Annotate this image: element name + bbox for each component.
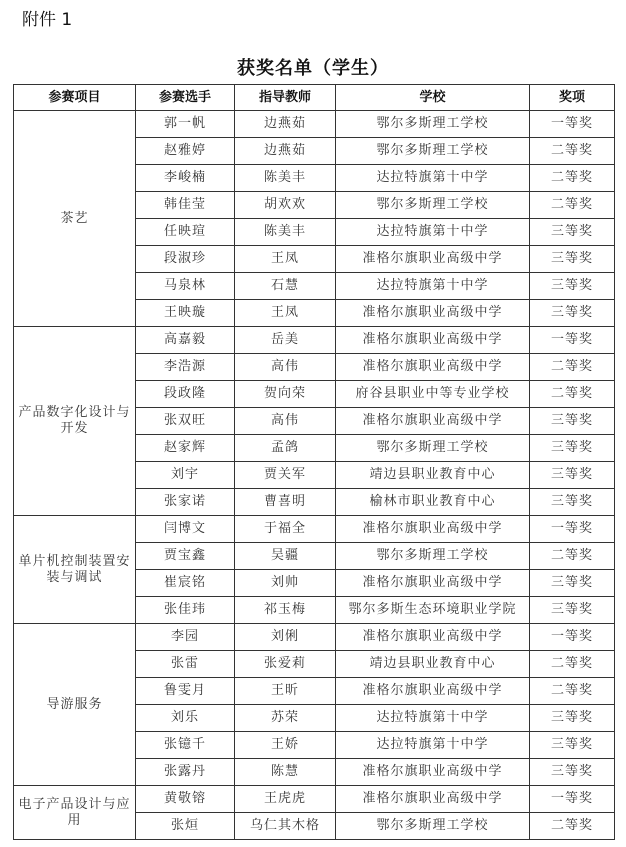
student-cell: 李浩源	[136, 354, 235, 381]
school-cell: 鄂尔多斯理工学校	[336, 543, 530, 570]
student-cell: 闫博文	[136, 516, 235, 543]
student-cell: 王映璇	[136, 300, 235, 327]
teacher-cell: 王凤	[235, 246, 336, 273]
award-cell: 二等奖	[530, 813, 615, 840]
awards-table-body	[14, 111, 615, 840]
project-cell: 导游服务	[14, 624, 136, 786]
school-cell: 准格尔旗职业高级中学	[336, 408, 530, 435]
teacher-cell: 边燕茹	[235, 138, 336, 165]
school-cell: 鄂尔多斯理工学校	[336, 111, 530, 138]
school-cell: 达拉特旗第十中学	[336, 273, 530, 300]
school-cell: 准格尔旗职业高级中学	[336, 624, 530, 651]
student-cell: 张佳玮	[136, 597, 235, 624]
teacher-cell: 王娇	[235, 732, 336, 759]
table-row	[14, 786, 615, 813]
table-row	[14, 111, 615, 138]
student-cell: 李峻楠	[136, 165, 235, 192]
teacher-cell: 石慧	[235, 273, 336, 300]
table-row	[14, 327, 615, 354]
award-cell: 三等奖	[530, 597, 615, 624]
teacher-cell: 曹喜明	[235, 489, 336, 516]
project-cell: 单片机控制装置安装与调试	[14, 516, 136, 624]
teacher-cell: 刘帅	[235, 570, 336, 597]
student-cell: 贾宝鑫	[136, 543, 235, 570]
award-cell: 二等奖	[530, 138, 615, 165]
award-cell: 一等奖	[530, 327, 615, 354]
teacher-cell: 乌仁其木格	[235, 813, 336, 840]
school-cell: 达拉特旗第十中学	[336, 165, 530, 192]
award-cell: 二等奖	[530, 543, 615, 570]
student-cell: 张镱千	[136, 732, 235, 759]
student-cell: 张家诺	[136, 489, 235, 516]
award-cell: 三等奖	[530, 462, 615, 489]
award-cell: 一等奖	[530, 786, 615, 813]
school-cell: 靖边县职业教育中心	[336, 651, 530, 678]
school-cell: 榆林市职业教育中心	[336, 489, 530, 516]
table-row	[14, 624, 615, 651]
teacher-cell: 胡欢欢	[235, 192, 336, 219]
teacher-cell: 于福全	[235, 516, 336, 543]
teacher-cell: 吴疆	[235, 543, 336, 570]
teacher-cell: 高伟	[235, 354, 336, 381]
school-cell: 准格尔旗职业高级中学	[336, 300, 530, 327]
student-cell: 任映瑄	[136, 219, 235, 246]
school-cell: 鄂尔多斯理工学校	[336, 138, 530, 165]
award-cell: 三等奖	[530, 759, 615, 786]
award-cell: 三等奖	[530, 273, 615, 300]
project-cell: 产品数字化设计与开发	[14, 327, 136, 516]
attachment-label: 附件 1	[22, 10, 73, 30]
student-cell: 刘宇	[136, 462, 235, 489]
award-cell: 二等奖	[530, 165, 615, 192]
teacher-cell: 孟鸽	[235, 435, 336, 462]
school-cell: 达拉特旗第十中学	[336, 219, 530, 246]
school-cell: 准格尔旗职业高级中学	[336, 570, 530, 597]
student-cell: 郭一帆	[136, 111, 235, 138]
school-cell: 准格尔旗职业高级中学	[336, 678, 530, 705]
award-cell: 三等奖	[530, 246, 615, 273]
student-cell: 张露丹	[136, 759, 235, 786]
column-header-award: 奖项	[530, 85, 615, 111]
teacher-cell: 陈美丰	[235, 219, 336, 246]
award-cell: 一等奖	[530, 516, 615, 543]
student-cell: 赵雅婷	[136, 138, 235, 165]
column-header-project: 参赛项目	[14, 85, 136, 111]
student-cell: 韩佳莹	[136, 192, 235, 219]
award-cell: 三等奖	[530, 705, 615, 732]
student-cell: 李园	[136, 624, 235, 651]
student-cell: 段淑珍	[136, 246, 235, 273]
teacher-cell: 陈美丰	[235, 165, 336, 192]
teacher-cell: 王凤	[235, 300, 336, 327]
school-cell: 准格尔旗职业高级中学	[336, 759, 530, 786]
school-cell: 达拉特旗第十中学	[336, 732, 530, 759]
column-header-student: 参赛选手	[136, 85, 235, 111]
teacher-cell: 张爱莉	[235, 651, 336, 678]
table-header-row	[14, 85, 615, 111]
column-header-teacher: 指导教师	[235, 85, 336, 111]
teacher-cell: 陈慧	[235, 759, 336, 786]
award-cell: 三等奖	[530, 408, 615, 435]
school-cell: 鄂尔多斯理工学校	[336, 192, 530, 219]
column-header-school: 学校	[336, 85, 530, 111]
teacher-cell: 岳美	[235, 327, 336, 354]
student-cell: 崔宸铭	[136, 570, 235, 597]
teacher-cell: 贾关军	[235, 462, 336, 489]
award-cell: 二等奖	[530, 192, 615, 219]
teacher-cell: 刘俐	[235, 624, 336, 651]
student-cell: 段政隆	[136, 381, 235, 408]
award-cell: 三等奖	[530, 300, 615, 327]
project-cell: 茶艺	[14, 111, 136, 327]
school-cell: 府谷县职业中等专业学校	[336, 381, 530, 408]
student-cell: 赵家辉	[136, 435, 235, 462]
student-cell: 张雷	[136, 651, 235, 678]
school-cell: 准格尔旗职业高级中学	[336, 516, 530, 543]
award-cell: 二等奖	[530, 381, 615, 408]
teacher-cell: 王虎虎	[235, 786, 336, 813]
school-cell: 准格尔旗职业高级中学	[336, 354, 530, 381]
school-cell: 准格尔旗职业高级中学	[336, 786, 530, 813]
school-cell: 靖边县职业教育中心	[336, 462, 530, 489]
student-cell: 张双旺	[136, 408, 235, 435]
award-cell: 二等奖	[530, 354, 615, 381]
award-cell: 三等奖	[530, 570, 615, 597]
award-cell: 二等奖	[530, 678, 615, 705]
teacher-cell: 苏荣	[235, 705, 336, 732]
student-cell: 张烜	[136, 813, 235, 840]
table-row	[14, 516, 615, 543]
award-cell: 一等奖	[530, 624, 615, 651]
student-cell: 黄敬镕	[136, 786, 235, 813]
document-title: 获奖名单（学生）	[237, 58, 389, 79]
award-cell: 二等奖	[530, 651, 615, 678]
teacher-cell: 祁玉梅	[235, 597, 336, 624]
award-cell: 三等奖	[530, 489, 615, 516]
school-cell: 鄂尔多斯理工学校	[336, 435, 530, 462]
awards-table	[13, 84, 615, 840]
school-cell: 准格尔旗职业高级中学	[336, 327, 530, 354]
teacher-cell: 边燕茹	[235, 111, 336, 138]
school-cell: 鄂尔多斯理工学校	[336, 813, 530, 840]
student-cell: 马泉林	[136, 273, 235, 300]
student-cell: 鲁雯月	[136, 678, 235, 705]
teacher-cell: 高伟	[235, 408, 336, 435]
award-cell: 一等奖	[530, 111, 615, 138]
award-cell: 三等奖	[530, 219, 615, 246]
teacher-cell: 王昕	[235, 678, 336, 705]
award-cell: 三等奖	[530, 732, 615, 759]
student-cell: 刘乐	[136, 705, 235, 732]
school-cell: 准格尔旗职业高级中学	[336, 246, 530, 273]
award-cell: 三等奖	[530, 435, 615, 462]
teacher-cell: 贺向荣	[235, 381, 336, 408]
school-cell: 达拉特旗第十中学	[336, 705, 530, 732]
student-cell: 高嘉毅	[136, 327, 235, 354]
project-cell: 电子产品设计与应用	[14, 786, 136, 840]
school-cell: 鄂尔多斯生态环境职业学院	[336, 597, 530, 624]
